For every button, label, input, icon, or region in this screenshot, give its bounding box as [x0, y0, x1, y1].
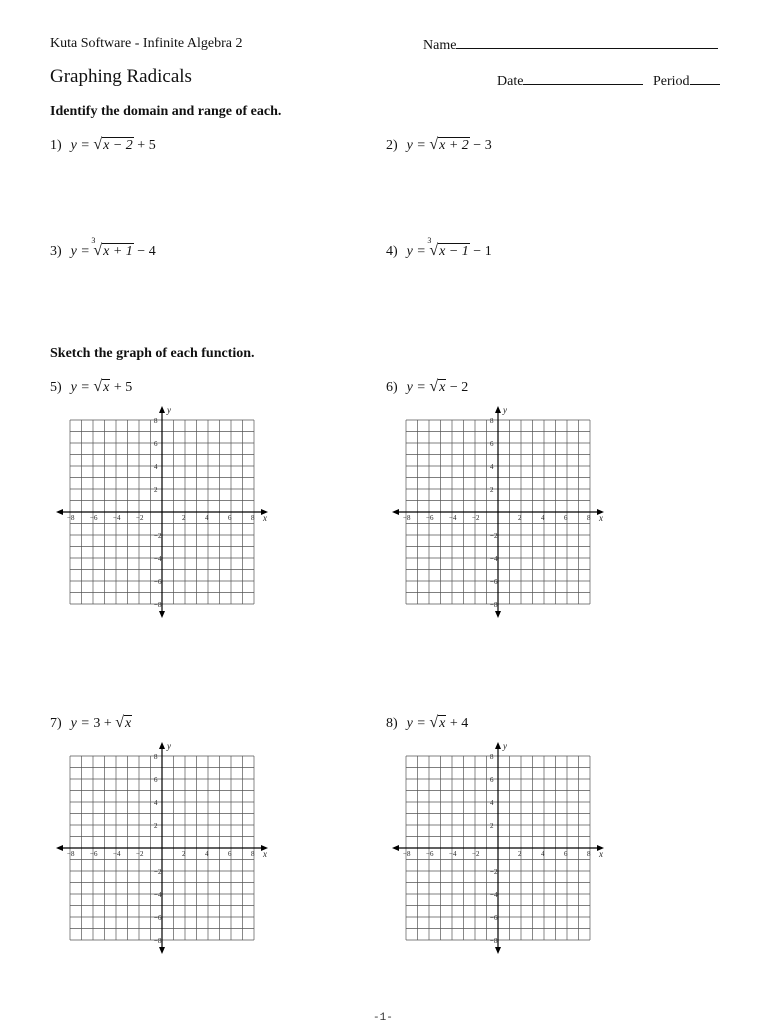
problem-number: 1): [50, 138, 62, 153]
problem-number: 8): [386, 716, 398, 731]
problem: [50, 714, 132, 732]
y-axis-label: y: [503, 405, 507, 415]
y-tick-label: 6: [490, 440, 494, 448]
x-tick-label: −6: [90, 514, 98, 522]
y-tick-label: −4: [490, 555, 498, 563]
y-tick-label: 2: [154, 486, 158, 494]
y-tick-label: −8: [154, 937, 162, 945]
date-blank[interactable]: [523, 72, 643, 85]
coordinate-grid[interactable]: [390, 404, 602, 620]
radical: [115, 714, 132, 732]
y-tick-label: −4: [490, 891, 498, 899]
name-field[interactable]: [423, 36, 718, 54]
problem: [50, 136, 156, 154]
y-tick-label: −6: [490, 914, 498, 922]
x-tick-label: −8: [67, 850, 75, 858]
y-axis-arrow-up-icon: [159, 406, 165, 413]
x-tick-label: −4: [113, 850, 121, 858]
page-title: Graphing Radicals: [50, 66, 192, 87]
problem: [386, 714, 468, 732]
y-tick-label: −4: [154, 555, 162, 563]
y-tick-label: −8: [490, 937, 498, 945]
x-tick-label: 6: [228, 514, 232, 522]
equation-suffix: + 5: [110, 380, 133, 395]
y-tick-label: 2: [490, 486, 494, 494]
radical-sign-icon: √: [93, 136, 103, 153]
equation-lhs: y =: [406, 380, 430, 395]
coordinate-grid[interactable]: [390, 740, 602, 956]
problem-number: 5): [50, 380, 62, 395]
name-label: Name: [423, 38, 457, 53]
equation: [70, 236, 156, 259]
radical-sign-icon: √: [93, 378, 103, 395]
x-axis-arrow-left-icon: [392, 845, 399, 851]
x-tick-label: 6: [564, 514, 568, 522]
y-tick-label: 4: [490, 463, 494, 471]
x-tick-label: 2: [182, 850, 186, 858]
x-tick-label: 8: [587, 514, 591, 522]
x-tick-label: 4: [205, 850, 209, 858]
y-tick-label: 6: [154, 776, 158, 784]
x-tick-label: −4: [449, 514, 457, 522]
x-tick-label: 2: [518, 514, 522, 522]
radical-index: 3: [91, 236, 96, 245]
problem: [386, 136, 492, 154]
equation-suffix: + 5: [133, 138, 156, 153]
radicand: x − 2: [103, 138, 133, 153]
radical: [429, 378, 446, 396]
coordinate-grid[interactable]: [54, 404, 266, 620]
y-axis-arrow-down-icon: [495, 947, 501, 954]
coordinate-grid[interactable]: [54, 740, 266, 956]
problem-number: 6): [386, 380, 398, 395]
x-tick-label: −8: [403, 514, 411, 522]
y-tick-label: −6: [490, 578, 498, 586]
equation-lhs: y =: [70, 380, 94, 395]
y-tick-label: −6: [154, 914, 162, 922]
y-tick-label: −2: [154, 868, 162, 876]
equation-suffix: − 2: [446, 380, 469, 395]
x-tick-label: −6: [426, 850, 434, 858]
equation: [71, 716, 133, 731]
radical: [93, 378, 110, 396]
y-tick-label: 8: [490, 753, 494, 761]
x-tick-label: 6: [564, 850, 568, 858]
x-axis-label: x: [599, 513, 603, 523]
publisher-line: Kuta Software - Infinite Algebra 2: [50, 36, 243, 51]
x-tick-label: 6: [228, 850, 232, 858]
radical-sign-icon: √: [93, 242, 103, 259]
y-axis-arrow-down-icon: [495, 611, 501, 618]
x-tick-label: 2: [518, 850, 522, 858]
equation-lhs: y =: [70, 716, 94, 731]
radical-sign-icon: √: [429, 378, 439, 395]
x-tick-label: −4: [113, 514, 121, 522]
radicand: x + 1: [103, 244, 133, 259]
radicand: x + 2: [439, 138, 469, 153]
equation-lhs: y =: [70, 138, 94, 153]
x-tick-label: 8: [251, 514, 255, 522]
radical: [429, 136, 469, 154]
y-tick-label: 8: [154, 417, 158, 425]
x-tick-label: −6: [90, 850, 98, 858]
y-axis-arrow-up-icon: [159, 742, 165, 749]
period-field[interactable]: [653, 72, 720, 90]
y-tick-label: −2: [490, 532, 498, 540]
y-tick-label: 8: [154, 753, 158, 761]
radical: [93, 136, 133, 154]
problem-number: 4): [386, 244, 398, 259]
y-tick-label: 6: [490, 776, 494, 784]
equation: [71, 138, 156, 153]
radical: [429, 714, 446, 732]
x-axis-arrow-left-icon: [56, 509, 63, 515]
equation-lhs: y =: [70, 244, 94, 259]
equation: [406, 236, 492, 259]
section-heading-sketch: Sketch the graph of each function.: [50, 346, 255, 361]
problem: [50, 236, 156, 260]
radicand: x − 1: [439, 244, 469, 259]
equation-suffix: − 4: [133, 244, 156, 259]
y-tick-label: 2: [154, 822, 158, 830]
y-axis-label: y: [167, 741, 171, 751]
equation-lhs: y =: [406, 716, 430, 731]
y-tick-label: 6: [154, 440, 158, 448]
x-tick-label: −8: [403, 850, 411, 858]
x-tick-label: −2: [472, 850, 480, 858]
radicand: x: [439, 716, 446, 731]
y-axis-arrow-up-icon: [495, 742, 501, 749]
radical-sign-icon: √: [429, 714, 439, 731]
problem: [386, 378, 468, 396]
y-tick-label: −8: [154, 601, 162, 609]
x-axis-arrow-left-icon: [56, 845, 63, 851]
x-tick-label: −8: [67, 514, 75, 522]
equation-lhs: y =: [406, 138, 430, 153]
date-label: Date: [497, 74, 524, 89]
x-tick-label: 4: [205, 514, 209, 522]
radical: [427, 236, 469, 260]
name-blank[interactable]: [456, 36, 718, 49]
problem: [386, 236, 492, 260]
radicand: x: [439, 380, 446, 395]
x-tick-label: −4: [449, 850, 457, 858]
problem-number: 7): [50, 716, 62, 731]
section-heading-domain-range: Identify the domain and range of each.: [50, 104, 282, 119]
problem: [50, 378, 132, 396]
x-tick-label: −2: [472, 514, 480, 522]
radicand: x: [125, 716, 132, 731]
y-tick-label: 4: [490, 799, 494, 807]
equation: [71, 380, 133, 395]
x-tick-label: 2: [182, 514, 186, 522]
problem-number: 2): [386, 138, 398, 153]
x-tick-label: −2: [136, 850, 144, 858]
period-blank[interactable]: [690, 72, 720, 85]
equation: [407, 380, 469, 395]
equation: [407, 716, 469, 731]
period-label: Period: [653, 74, 690, 89]
equation-lhs: y =: [406, 244, 430, 259]
equation-suffix: − 1: [469, 244, 492, 259]
y-tick-label: −8: [490, 601, 498, 609]
x-axis-label: x: [263, 849, 267, 859]
y-axis-label: y: [503, 741, 507, 751]
x-axis-label: x: [263, 513, 267, 523]
y-tick-label: 8: [490, 417, 494, 425]
equation-suffix: − 3: [469, 138, 492, 153]
radical-index: 3: [427, 236, 432, 245]
y-tick-label: −6: [154, 578, 162, 586]
y-axis-arrow-down-icon: [159, 947, 165, 954]
x-tick-label: 8: [587, 850, 591, 858]
y-axis-arrow-down-icon: [159, 611, 165, 618]
radicand: x: [103, 380, 110, 395]
x-axis-arrow-left-icon: [392, 509, 399, 515]
date-field[interactable]: [497, 72, 643, 90]
equation-prefix: 3 +: [93, 716, 116, 731]
y-tick-label: −4: [154, 891, 162, 899]
equation-suffix: + 4: [446, 716, 469, 731]
y-tick-label: −2: [490, 868, 498, 876]
x-tick-label: −2: [136, 514, 144, 522]
page-number: -1-: [373, 1012, 393, 1024]
y-tick-label: 4: [154, 799, 158, 807]
x-tick-label: 8: [251, 850, 255, 858]
y-tick-label: 2: [490, 822, 494, 830]
radical-sign-icon: √: [429, 136, 439, 153]
x-tick-label: 4: [541, 514, 545, 522]
y-tick-label: −2: [154, 532, 162, 540]
y-axis-label: y: [167, 405, 171, 415]
x-tick-label: 4: [541, 850, 545, 858]
y-tick-label: 4: [154, 463, 158, 471]
problem-number: 3): [50, 244, 62, 259]
x-axis-label: x: [599, 849, 603, 859]
radical: [91, 236, 133, 260]
equation: [407, 138, 492, 153]
radical-sign-icon: √: [429, 242, 439, 259]
x-tick-label: −6: [426, 514, 434, 522]
y-axis-arrow-up-icon: [495, 406, 501, 413]
radical-sign-icon: √: [115, 714, 125, 731]
